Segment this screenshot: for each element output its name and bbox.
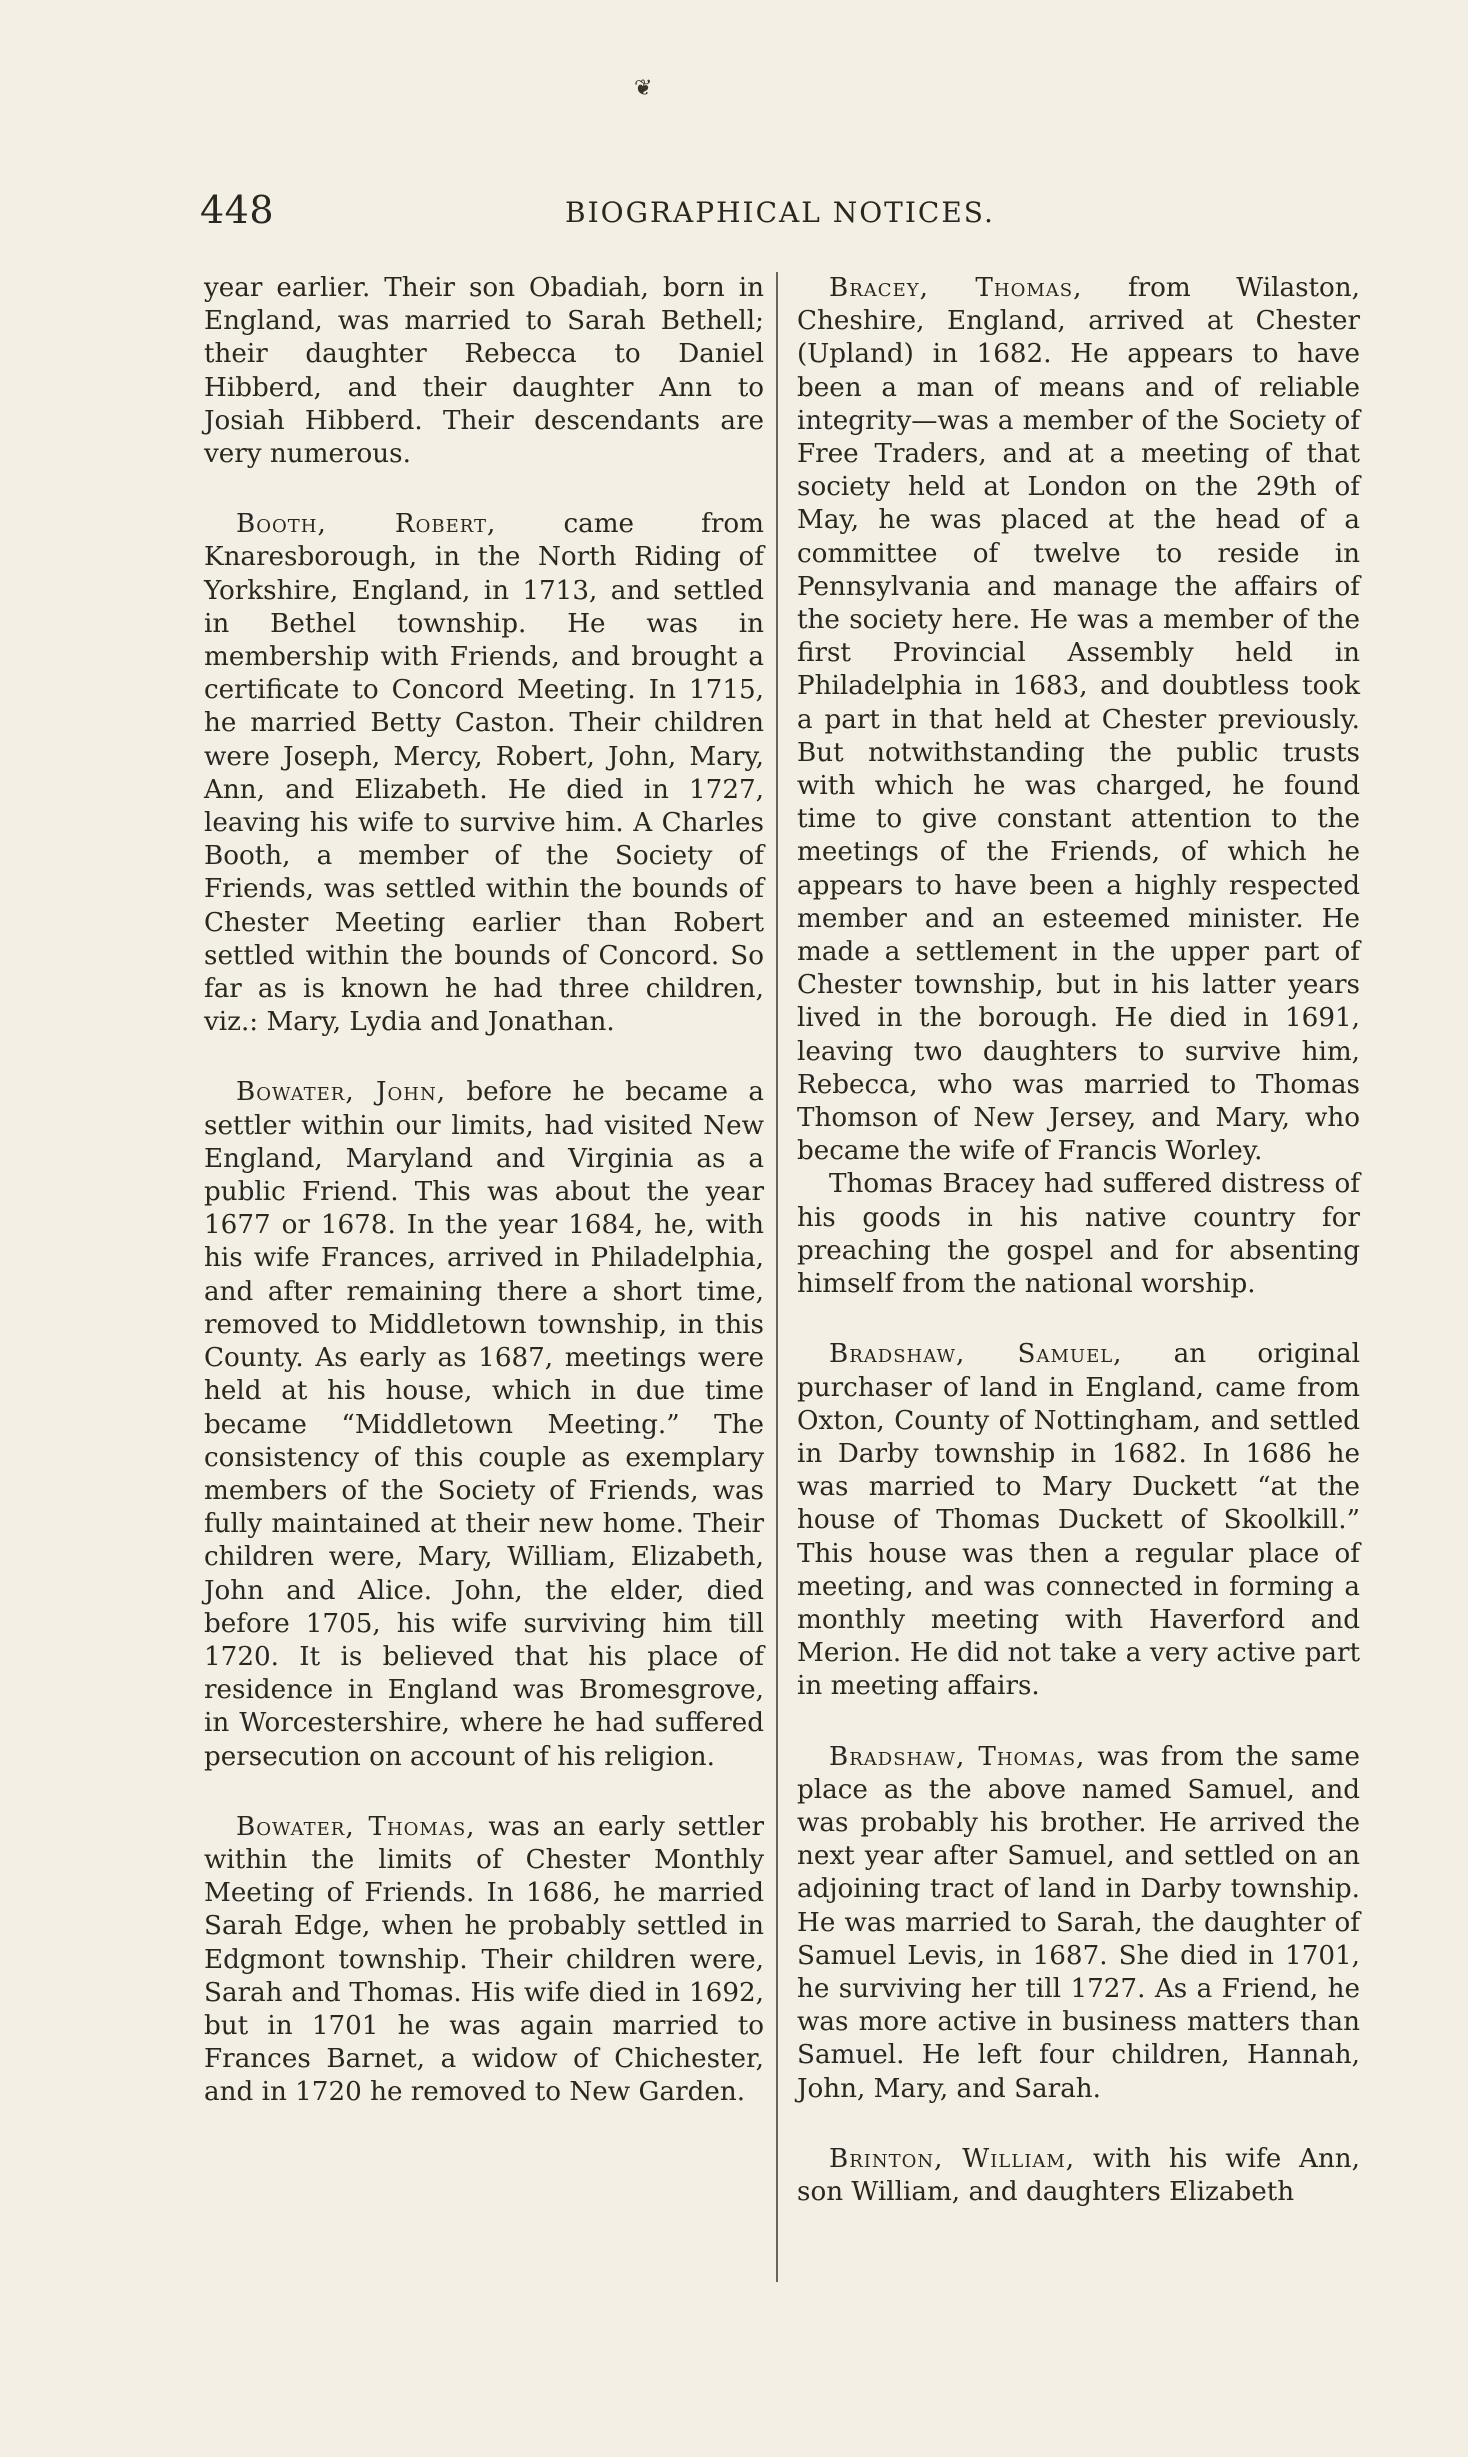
entry-name: Booth, Robert, <box>236 509 497 540</box>
entry-text: was from the same place as the above named Samuel, and was probably his brother. He arrived the next year after Samuel, and settled on an adjoining tract of land in Darby township. He was married to Sarah, the daughter of Samuel Levis, in 1687. She died in 1701, he surviving her till 1727. As a Friend, he was more active in business matters than Samuel. He left four children, Hannah, John, Mary, and Sarah. <box>797 1741 1360 2104</box>
right-column <box>797 272 1360 2246</box>
entry-brinton-william <box>797 2143 1360 2209</box>
column-divider <box>776 272 778 2282</box>
entry-text: from Wilaston, Cheshire, England, arrived at Chester (Upland) in 1682. He appears to have been a man of means and of reliable integrity—was a member of the Society of Free Traders, and at a meeting of that society held at London on the 29th of May, he was placed at the head of a committee of twelve to reside in Pennsylvania and manage the affairs of the society here. He was a member of the first Provincial Assembly held in Philadelphia in 1683, and doubtless took a part in that held at Chester previously. But notwithstanding the public trusts with which he was charged, he found time to give constant attention to the meetings of the Friends, of which he appears to have been a highly respected member and an esteemed minister. He made a settlement in the upper part of Chester township, but in his latter years lived in the borough. He died in 1691, leaving two daughters to survive him, Rebecca, who was married to Thomas Thomson of New Jersey, and Mary, who became the wife of Francis Worley. <box>797 273 1360 1167</box>
entry-text: before he became a settler within our limits, had visited New England, Maryland and Virginia as a public Friend. This was about the year 1677 or 1678. In the year 1684, he, with his wife Frances, arrived in Philadelphia, and after remaining there a short time, removed to Middletown township, in this County. As early as 1687, meetings were held at his house, which in due time became “Middletown Meeting.” The consistency of this couple as exemplary members of the Society of Friends, was fully maintained at their new home. Their children were, Mary, William, Elizabeth, John and Alice. John, the elder, died before 1705, his wife surviving him till 1720. It is believed that his place of residence in England was Bromesgrove, in Worcestershire, where he had suffered persecution on account of his religion. <box>204 1077 764 1772</box>
entry-text-continued: Thomas Bracey had suffered distress of his goods in his native country for preaching the gospel and for absenting himself from the national worship. <box>797 1169 1360 1300</box>
entry-text: with his wife Ann, son William, and daughters Elizabeth <box>797 2143 1360 2207</box>
entry-name: Bowater, Thomas, <box>236 1811 476 1842</box>
entry-name: Bowater, John, <box>236 1077 447 1108</box>
ornament-mark: ❦ <box>634 76 653 101</box>
entry-booth-robert <box>204 508 764 1039</box>
entry-bracey-thomas <box>797 272 1360 1301</box>
entry-continuation <box>204 272 764 471</box>
entry-text: was an early settler within the limits of Chester Monthly Meeting of Friends. In 1686, he married Sarah Edge, when he probably settled in Edgmont township. Their children were, Sarah and Thomas. His wife died in 1692, but in 1701 he was again married to Frances Barnet, a widow of Chichester, and in 1720 he removed to New Garden. <box>204 1811 764 2108</box>
entry-bowater-thomas <box>204 1811 764 2110</box>
entry-name: Bracey, Thomas, <box>829 273 1083 303</box>
entry-bradshaw-thomas <box>797 1741 1360 2106</box>
entry-bradshaw-samuel <box>797 1338 1360 1703</box>
entry-text: year earlier. Their son Obadiah, born in England, was married to Sarah Bethell; their daughter Rebecca to Daniel Hibberd, and their daughter Ann to Josiah Hibberd. Their descendants are very numerous. <box>204 273 764 470</box>
entry-name: Bradshaw, Thomas, <box>829 1741 1086 1772</box>
entry-text: an original purchaser of land in England, came from Oxton, County of Nottingham, and settled in Darby township in 1682. In 1686 he was married to Mary Duckett “at the house of Thomas Duckett of Skoolkill.” This house was then a regular place of meeting, and was connected in forming a monthly meeting with Haverford and Merion. He did not take a very active part in meeting affairs. <box>797 1339 1360 1702</box>
entry-name: Bradshaw, Samuel, <box>829 1339 1123 1370</box>
page-number: 448 <box>200 188 275 232</box>
left-column <box>204 272 764 2147</box>
page-header <box>200 188 1365 236</box>
entry-bowater-john <box>204 1076 764 1773</box>
running-head: BIOGRAPHICAL NOTICES. <box>565 196 995 229</box>
entry-name: Brinton, William, <box>829 2143 1076 2174</box>
entry-text: came from Knaresborough, in the North Riding of Yorkshire, England, in 1713, and settled in Bethel township. He was in membership with Friends, and brought a certificate to Concord Meeting. In 1715, he married Betty Caston. Their children were Joseph, Mercy, Robert, John, Mary, Ann, and Elizabeth. He died in 1727, leaving his wife to survive him. A Charles Booth, a member of the Society of Friends, was settled within the bounds of Chester Meeting earlier than Robert settled within the bounds of Concord. So far as is known he had three children, viz.: Mary, Lydia and Jonathan. <box>204 509 764 1038</box>
